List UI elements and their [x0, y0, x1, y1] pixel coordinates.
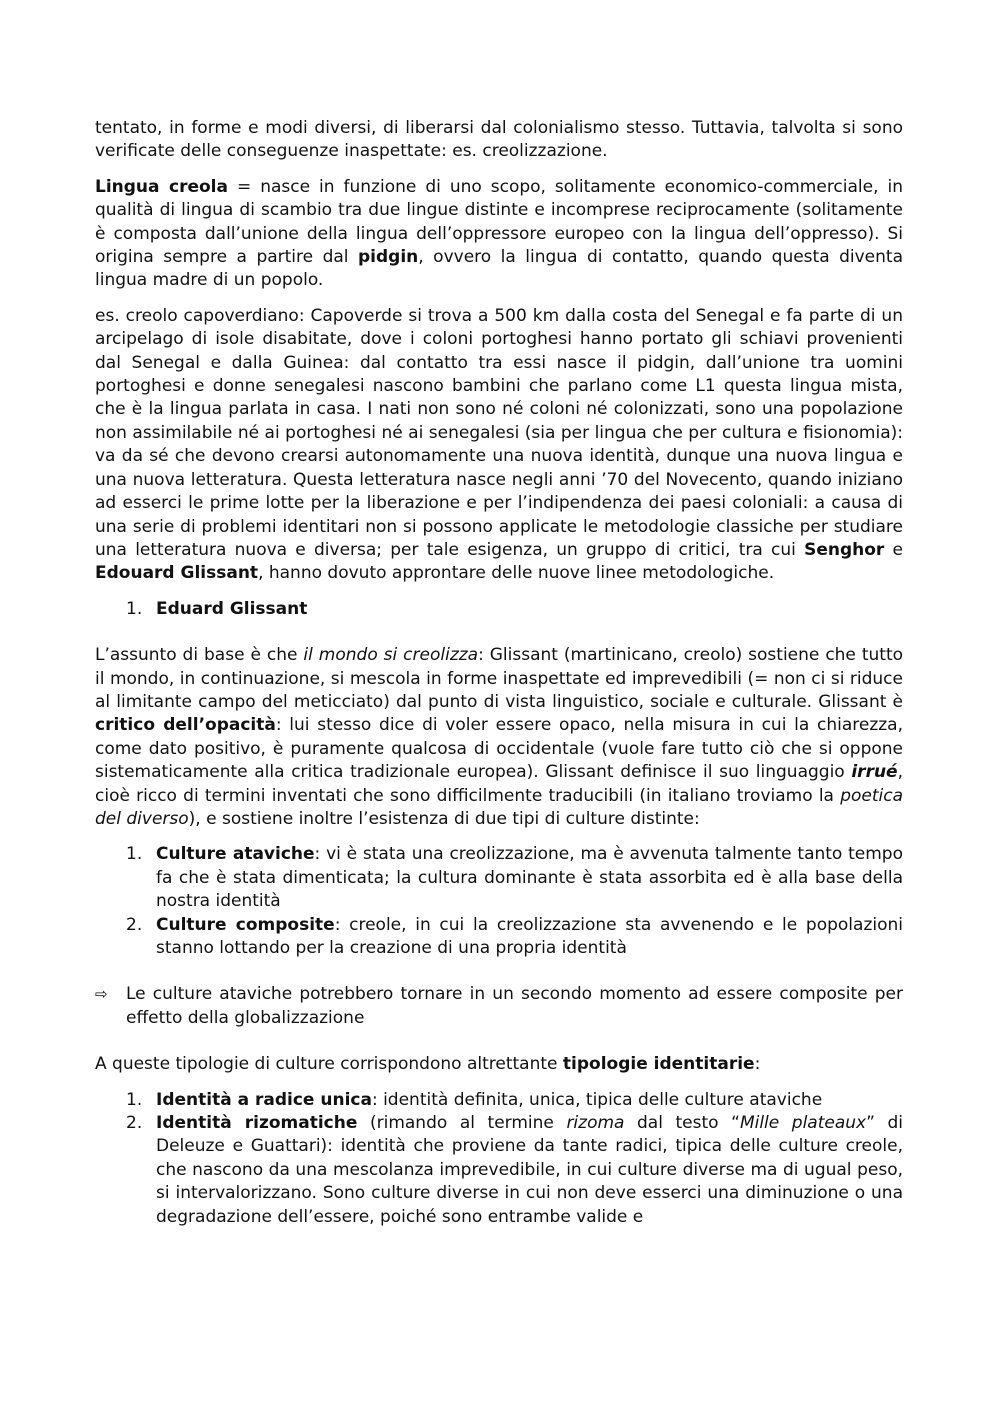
list-item [95, 1112, 903, 1229]
section-heading-title: Eduard Glissant [156, 598, 308, 619]
culture-types-list [95, 843, 903, 960]
text-span: , cioè ricco di termini inventati che sono difficilmente traducibili (in italiano troviamo la [95, 762, 903, 806]
document-page [95, 117, 903, 1229]
list-text: ” di Deleuze e Guattari): identità che proviene da tante radici, tipica delle culture creole, che nascono da una mescolanza imprevedibile, in cui culture diverse ma di ugual peso, si intervalorizzano. Sono culture diverse in cui non deve esserci una diminuzione o una degradazione dell’essere, poiché sono entrambe valide e [156, 1113, 903, 1227]
list-item [95, 1089, 903, 1112]
arrow-bullet-text: Le culture ataviche potrebbero tornare in un secondo momento ad essere composite per effetto della globalizzazione [126, 984, 903, 1028]
text-span: , ovvero la lingua di contatto, quando questa diventa lingua madre di un popolo. [95, 247, 903, 291]
term-pidgin: pidgin [358, 247, 419, 268]
italic-span: poetica del diverso [95, 785, 903, 829]
term-senghor: Senghor [804, 539, 885, 560]
paragraph-glissant [95, 644, 903, 831]
text-span: L’assunto di base è che [95, 645, 304, 666]
paragraph-lingua-creola [95, 176, 903, 293]
list-number: 1. [126, 1089, 143, 1110]
paragraph-intro: tentato, in forme e modi diversi, di liberarsi dal colonialismo stesso. Tuttavia, talvolta si sono verificate delle conseguenze inaspettate: es. creolizzazione. [95, 118, 903, 162]
text-span: ), e sostiene inoltre l’esistenza di due tipi di culture distinte: [188, 808, 700, 829]
italic-span: il mondo si creolizza [303, 645, 479, 666]
list-text: (rimando al termine [357, 1113, 567, 1134]
paragraph-tipologie [95, 1053, 903, 1076]
list-term: Culture ataviche [156, 844, 315, 865]
text-span: es. creolo capoverdiano: Capoverde si trova a 500 km dalla costa del Senegal e fa parte di un arcipelago di isole disabitate, dove i coloni portoghesi hanno portato gli schiavi provenienti dal Senegal e dalla Guinea: dal contatto tra essi nasce il pidgin, dall’unione tra uomini portoghesi e donne senegalesi nascono bambini che parlano come L1 questa lingua mista, che è la lingua parlata in casa. I nati non sono né coloni né colonizzati, sono una popolazione non assimilabile né ai portoghesi né ai senegalesi (sia per lingua che per cultura e fisionomia): va da sé che devono crearsi autonomamente una nuova identità, dunque una nuova lingua e una nuova letteratura. Questa letteratura nasce negli anni ’70 del Novecento, quando iniziano ad esserci le prime lotte per la liberazione e per l’indipendenza dei paesi coloniali: a causa di una serie di problemi identitari non si possono applicate le metodologie classiche per studiare una letteratura nuova e diversa; per tale esigenza, un gruppo di critici, tra cui [95, 305, 903, 560]
list-text: dal testo “ [624, 1113, 740, 1134]
term-lingua-creola: Lingua creola [95, 176, 228, 197]
list-number: 1. [126, 844, 143, 865]
list-term: Identità a radice unica [156, 1089, 372, 1110]
term-tipologie-identitarie: tipologie identitarie [562, 1054, 755, 1075]
paragraph-capoverdiano [95, 305, 903, 586]
text-span: A queste tipologie di culture corrispondono altrettante [95, 1054, 563, 1075]
list-term: Identità rizomatiche [156, 1113, 358, 1134]
list-number: 1. [126, 598, 143, 619]
identity-types-list [95, 1089, 903, 1229]
text-span: = nasce in funzione di uno scopo, solitamente economico-commerciale, in qualità di lingua di scambio tra due lingue distinte e incomprese reciprocamente (solitamente è composta dall’unione della lingua dell’oppressore europeo con la lingua dell’oppresso). Si origina sempre a partire dal [95, 176, 903, 268]
italic-span: rizoma [566, 1113, 625, 1134]
text-span: : Glissant (martinicano, creolo) sostiene che tutto il mondo, in continuazione, si mescola in forme inaspettate ed imprevedibili (= non ci si riduce al limitante campo del meticciato) dal punto di vista linguistico, sociale e culturale. Glissant è [95, 645, 904, 712]
list-text: : creole, in cui la creolizzazione sta avvenendo e le popolazioni stanno lottando per la creazione di una propria identità [156, 914, 903, 958]
section-heading [95, 598, 903, 621]
term-irrue: irrué [851, 762, 898, 783]
text-span: : [754, 1054, 761, 1075]
text-span: : lui stesso dice di voler essere opaco, nella misura in cui la chiarezza, come dato positivo, è puramente qualcosa di occidentale (vuole fare tutto ciò che si oppone sistematicamente alla critica tradizionale europea). Glissant definisce il suo linguaggio [95, 715, 903, 783]
arrow-bullet-item [95, 983, 903, 1030]
list-number: 2. [126, 914, 143, 935]
text-span: e [884, 539, 903, 560]
list-item [95, 914, 903, 961]
arrow-right-outline-icon: ⇨ [95, 985, 108, 1004]
list-term: Culture composite [156, 914, 335, 935]
list-item [95, 843, 903, 913]
text-span: , hanno dovuto approntare delle nuove linee metodologiche. [258, 563, 775, 584]
list-text: : vi è stata una creolizzazione, ma è avvenuta talmente tanto tempo fa che è stata dimenticata; la cultura dominante è stata assorbita ed è alla base della nostra identità [156, 844, 903, 912]
list-text: : identità definita, unica, tipica delle culture ataviche [371, 1089, 823, 1110]
term-glissant: Edouard Glissant [95, 563, 259, 584]
italic-span: Mille plateaux [739, 1113, 867, 1134]
list-number: 2. [126, 1113, 143, 1134]
term-critico-opacita: critico dell’opacità [95, 715, 276, 736]
